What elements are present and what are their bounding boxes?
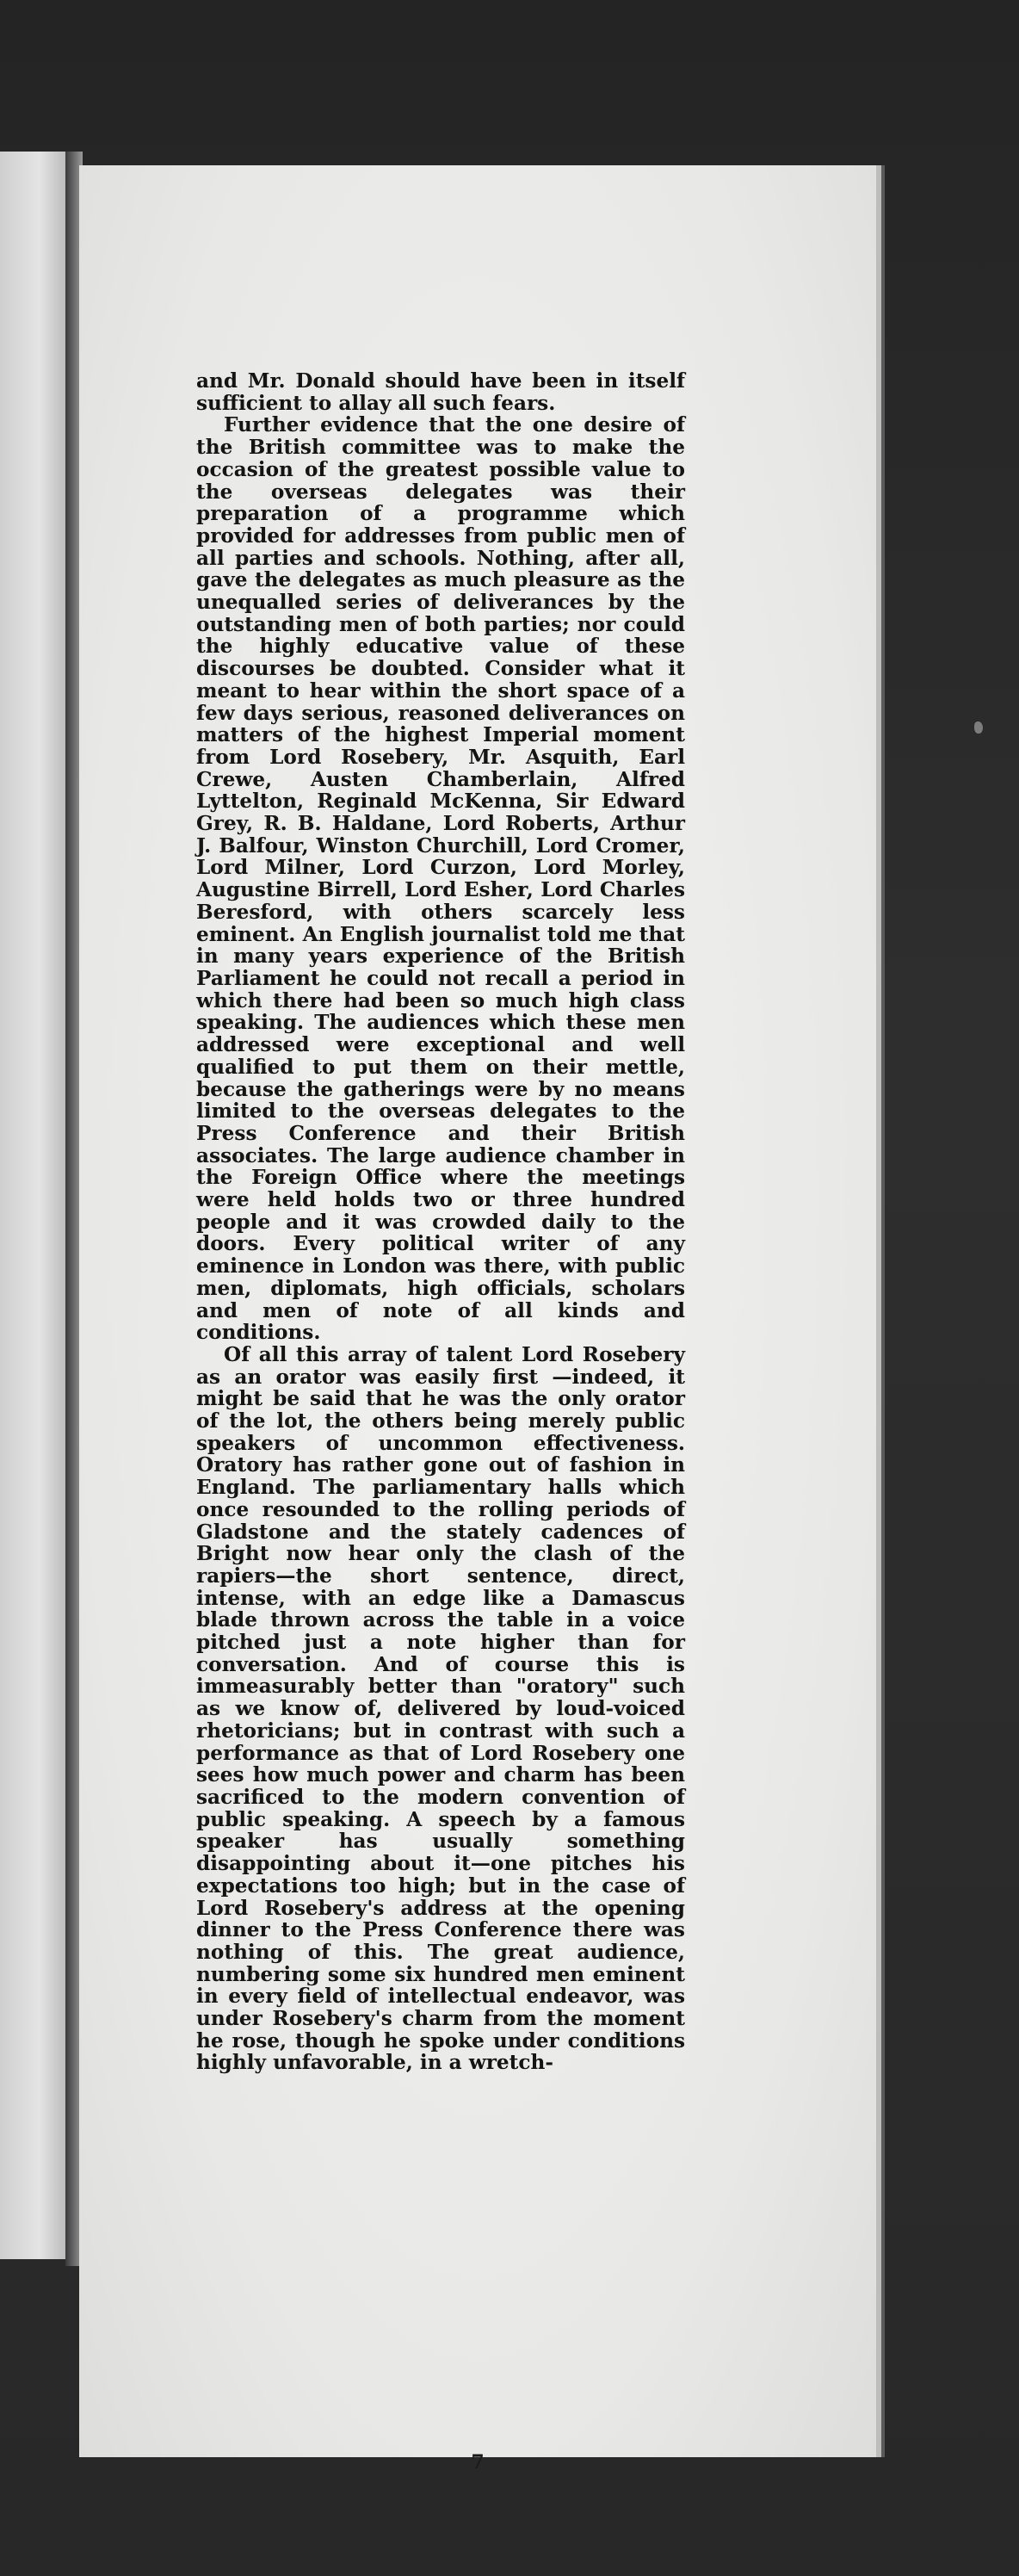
paragraph-continuation: and Mr. Donald should have been in itself sufficient to allay all such fears. [196,369,685,415]
page-number: 7 [471,2451,485,2474]
paragraph-programme: Further evidence that the one desire of the British committee was to make the occasion of the greatest possible value to the overseas delegates was their preparation of a programme which provided for addresses from public men of all parties and schools. Nothing, after all, gave the delegates as much pleasure as the unequalled series of deliverances by the outstanding men of both parties; nor could the highly educative value of these discourses be doubted. Consider what it meant to hear within the short space of a few days serious, reasoned deliverances on matters of the highest Imperial moment from Lord Rosebery, Mr. Asquith, Earl Crewe, Austen Chamberlain, Alfred Lyttelton, Reginald McKenna, Sir Edward Grey, R. B. Haldane, Lord Roberts, Arthur J. Balfour, Winston Churchill, Lord Cromer, Lord Milner, Lord Curzon, Lord Morley, Augustine Birrell, Lord Esher, Lord Charles Beresford, with others scarcely less eminent. An English journalist told me that in many years experience of the British Parliament he could not recall a period in which there had been so much high class speaking. The audiences which these men addressed were exceptional and well qualified to put them on their mettle, because the gatherings were by no means limited to the overseas delegates to the Press Conference and their British associates. The large audience chamber in the Foreign Office where the meetings were held holds two or three hundred people and it was crowded daily to the doors. Every political writer of any eminence in London was there, with public men, diplomats, high officials, scholars and men of note of all kinds and conditions. [196,413,685,1345]
body-text-column [196,370,685,2074]
paragraph-rosebery-oratory: Of all this array of talent Lord Rosebery as an orator was easily first —indeed, it might be said that he was the only orator of the lot, the others being merely public speakers of uncommon effectiveness. Oratory has rather gone out of fashion in England. The parliamentary halls which once resounded to the rolling periods of Gladstone and the stately cadences of Bright now hear only the clash of the rapiers—the short sentence, direct, intense, with an edge like a Damascus blade thrown across the table in a voice pitched just a note higher than for conversation. And of course this is immeasurably better than "oratory" such as we know of, delivered by loud-voiced rhetoricians; but in contrast with such a performance as that of Lord Rosebery one sees how much power and charm has been sacrificed to the modern convention of public speaking. A speech by a famous speaker has usually something disappointing about it—one pitches his expectations too high; but in the case of Lord Rosebery's address at the opening dinner to the Press Conference there was nothing of this. The great audience, numbering some six hundred men eminent in every field of intellectual endeavor, was under Rosebery's charm from the moment he rose, though he spoke under conditions highly unfavorable, in a wretch- [196,1342,685,2075]
facing-page-edge [0,152,65,2259]
dust-speck [974,721,983,734]
